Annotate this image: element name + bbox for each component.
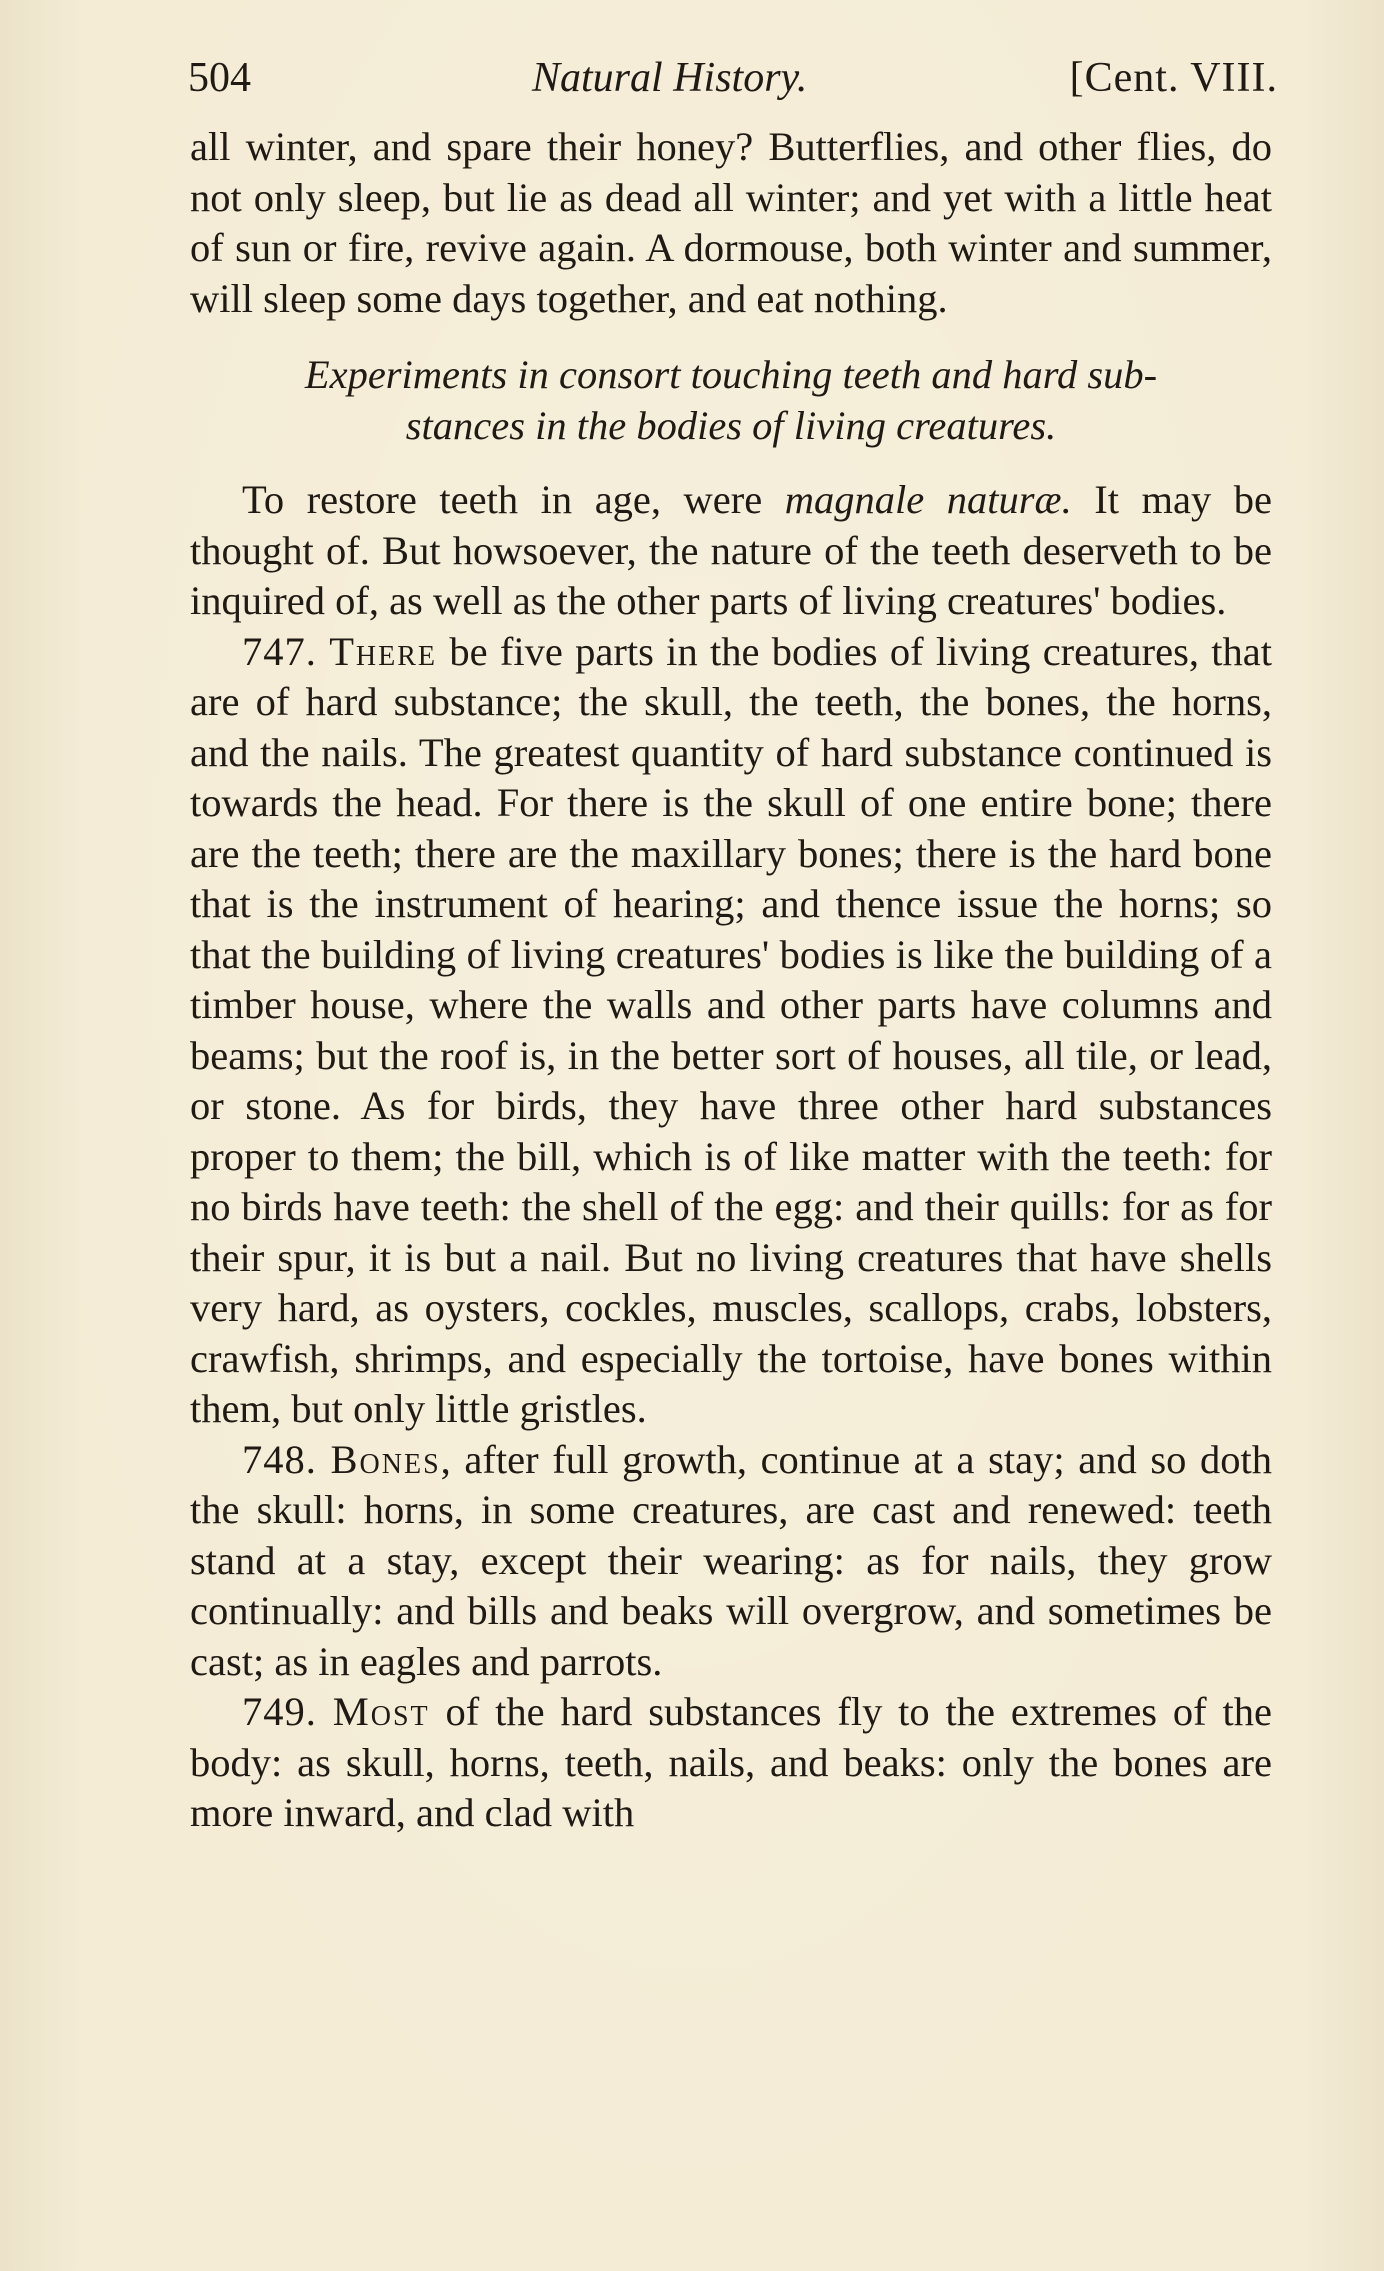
paragraph-text: be five parts in the bodies of living creatures, that are of hard substance; the skull, the teeth, the bones, the horns, and the nails. The greatest quantity of hard substance continued is towards the head. For there is the skull of one entire bone; there are the teeth; there are the maxillary bones; there is the hard bone that is the instrument of hearing; and thence issue the horns; so that the building of living creatures' bodies is like the building of a timber house, where the walls and other parts have columns and beams; but the roof is, in the better sort of houses, all tile, or lead, or stone. As for birds, they have three other hard substances proper to them; the bill, which is of like matter with the teeth: for no birds have teeth: the shell of the egg: and their quills: for as for their spur, it is but a nail. But no living creatures that have shells very hard, as oysters, cockles, muscles, scallops, crabs, lobsters, crawfish, shrimps, and especially the tortoise, have bones within them, but only little gristles.: [190, 628, 1273, 1431]
paragraph-lead-word: Bones: [330, 1436, 441, 1482]
page-body: [190, 122, 1272, 1839]
paragraph-747: [190, 627, 1272, 1435]
running-title: Natural History.: [532, 55, 808, 101]
section-heading-line-2: stances in the bodies of living creatures.: [405, 402, 1057, 448]
paragraph-number: 747.: [242, 628, 317, 674]
intro-latin-phrase: magnale naturæ.: [784, 477, 1072, 522]
paragraph-number: 749.: [242, 1689, 317, 1734]
paragraph-749: [190, 1687, 1272, 1839]
paragraph-text: , after full growth, continue at a stay; and so doth the skull: horns, in some creatures, are cast and renewed: teeth stand at a stay, except their wearing: as for nails, they grow continually: and bills and beaks will overgrow, and sometimes be cast; as in eagles and parrots.: [190, 1436, 1273, 1684]
paragraph-number: 748.: [242, 1436, 317, 1482]
section-heading-line-1: Experiments in consort touching teeth and hard sub-: [304, 352, 1158, 397]
intro-text-before: To restore teeth in age, were: [242, 477, 785, 522]
paragraph-lead-word: There: [329, 628, 438, 674]
paragraph-lead-word: Most: [332, 1689, 430, 1734]
intro-text-after: It may be thought of. But howsoever, the nature of the teeth deserveth to be inquired of, as well as the other parts of living creatures' bodies.: [190, 477, 1272, 623]
intro-paragraph: [190, 475, 1272, 627]
page-number: 504: [188, 55, 251, 101]
section-mark: [Cent. VIII.: [1069, 55, 1278, 101]
paragraph-748: [190, 1435, 1272, 1688]
continuation-paragraph: all winter, and spare their honey? Butterflies, and other flies, do not only sleep, but lie as dead all winter; and yet with a little heat of sun or fire, revive again. A dormouse, both winter and summer, will sleep some days together, and eat nothing.: [190, 124, 1272, 321]
section-heading: [190, 350, 1272, 451]
paragraph-text: of the hard substances fly to the extremes of the body: as skull, horns, teeth, nails, and beaks: only the bones are more inward, and clad with: [190, 1689, 1272, 1835]
running-header: [188, 48, 1278, 108]
